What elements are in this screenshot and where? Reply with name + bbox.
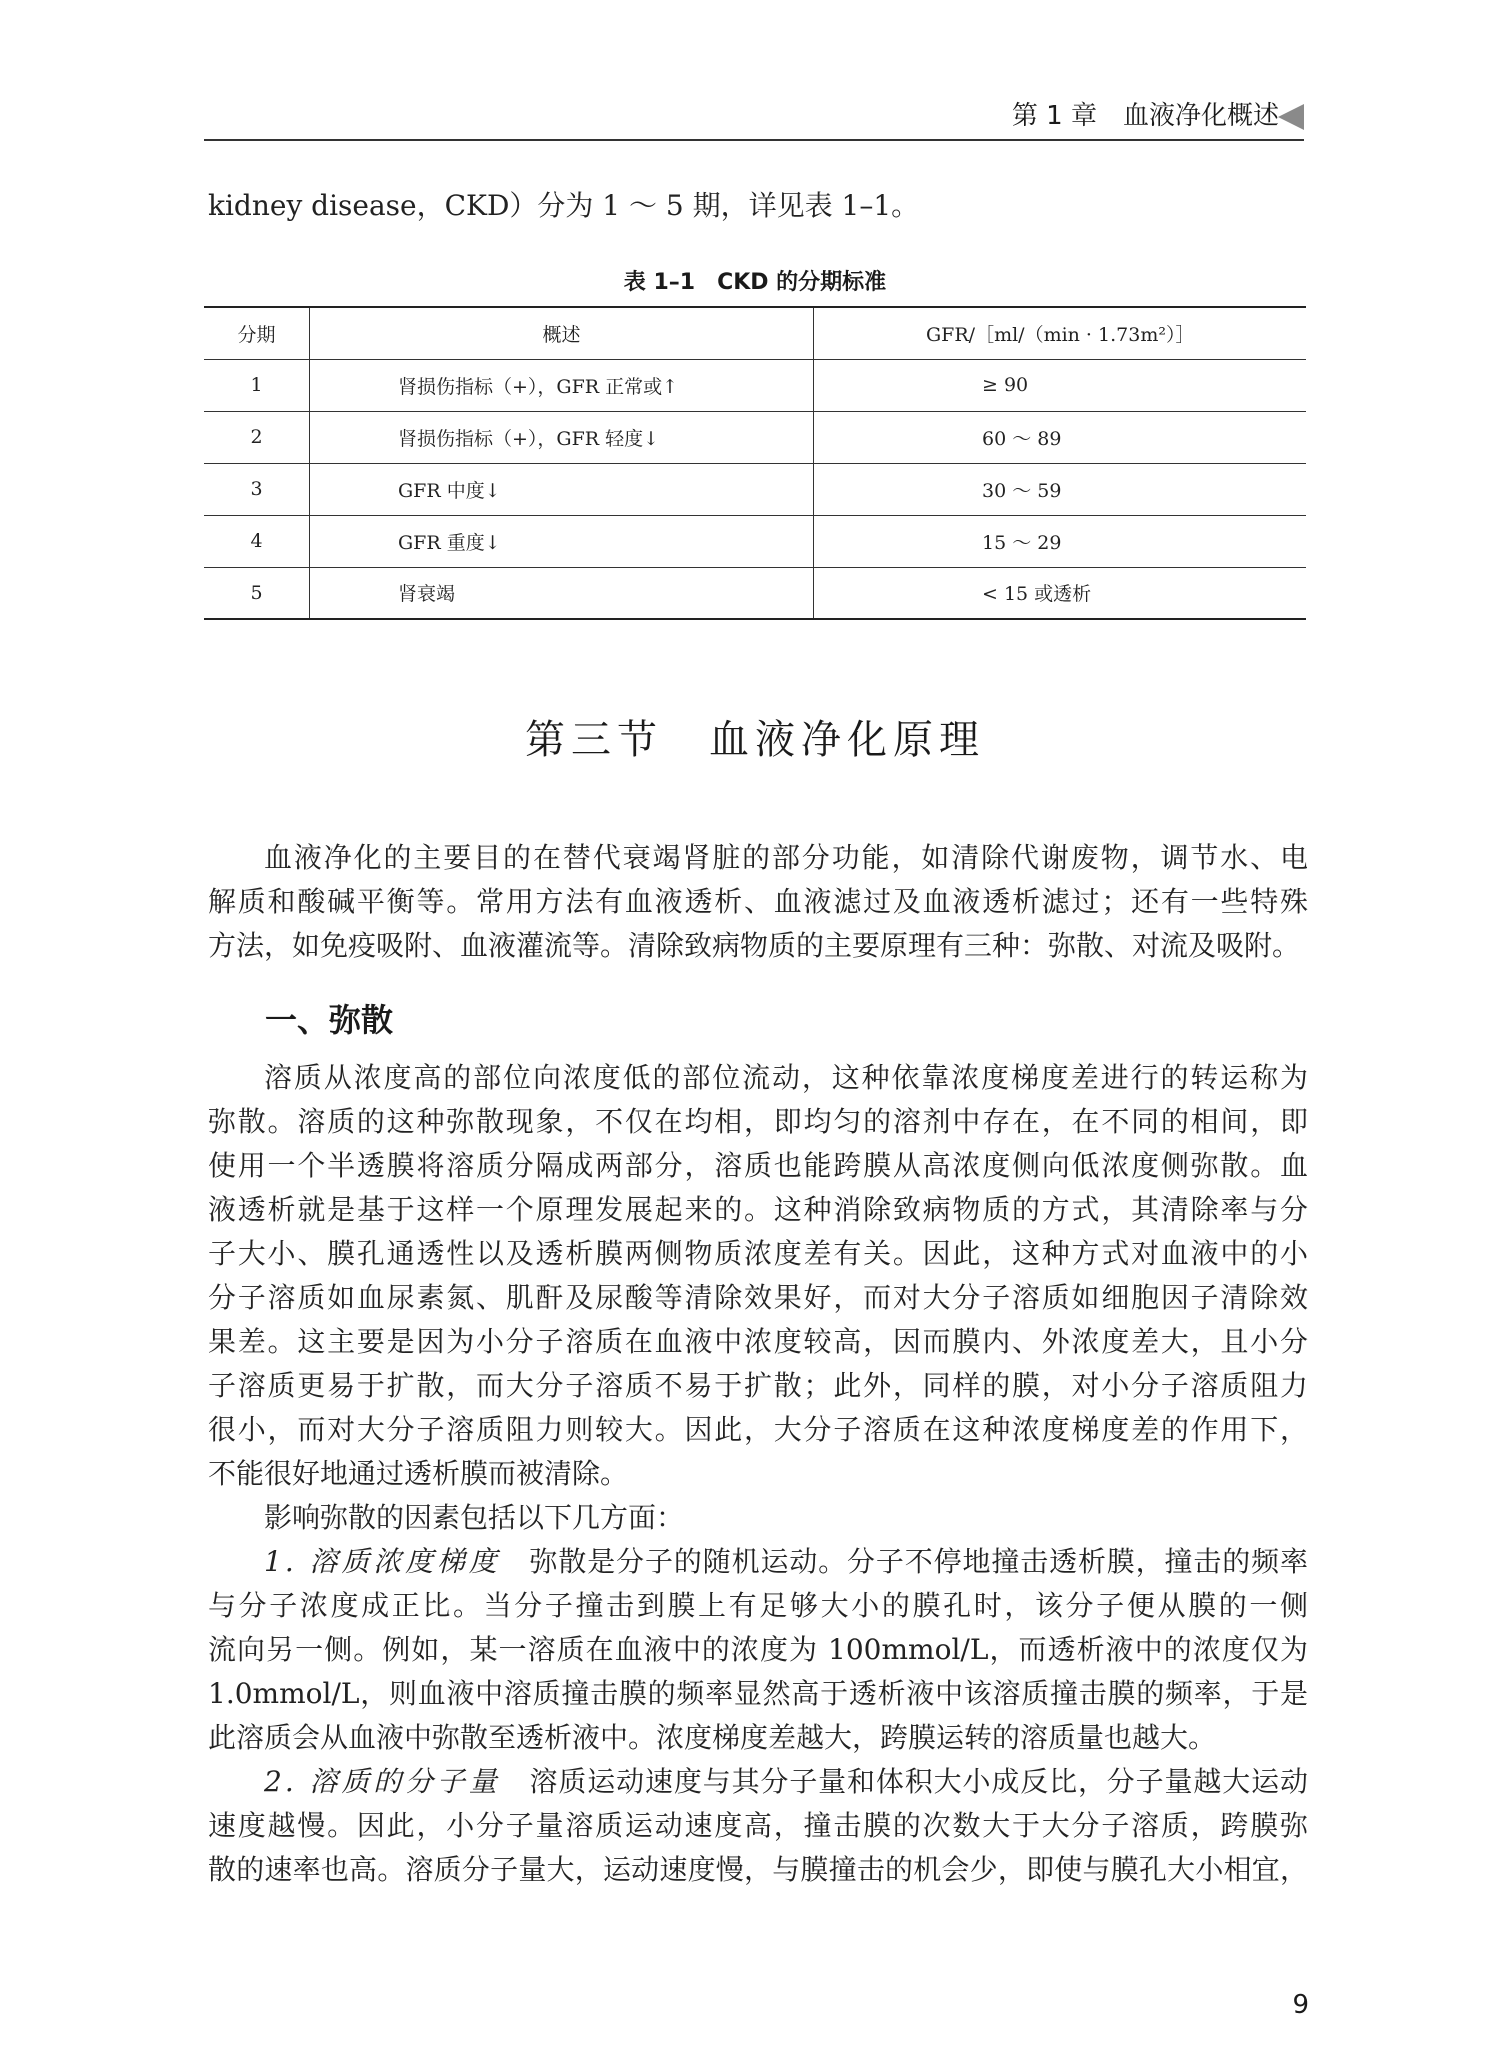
paragraph-1-line: 方法，如免疫吸附、血液灌流等。清除致病物质的主要原理有三种：弥散、对流及吸附。: [208, 929, 1301, 962]
header-rule: [204, 139, 1304, 141]
item-2-first-text: 溶质运动速度与其分子量和体积大小成反比，分子量越大运动: [529, 1765, 1308, 1798]
item-1-line: 1.0mmol/L，则血液中溶质撞击膜的频率显然高于透析液中该溶质撞击膜的频率，于是: [208, 1677, 1308, 1710]
table-cell-overview: 肾衰竭: [310, 567, 814, 619]
table-header-stage: 分期: [204, 307, 310, 359]
table-cell-overview: GFR 重度↓: [310, 515, 814, 567]
table-cell-gfr: 30 ～ 59: [814, 463, 1307, 515]
header-triangle-icon: [1278, 104, 1304, 130]
table-cell-gfr: < 15 或透析: [814, 567, 1307, 619]
item-1-line: 此溶质会从血液中弥散至透析液中。浓度梯度差越大，跨膜运转的溶质量也越大。: [208, 1721, 1217, 1754]
paragraph-1-line: 血液净化的主要目的在替代衰竭肾脏的部分功能，如清除代谢废物，调节水、电: [264, 841, 1308, 874]
item-1-heading: 1. 溶质浓度梯度: [264, 1545, 501, 1578]
ckd-staging-table: [204, 306, 1306, 620]
table-cell-overview: GFR 中度↓: [310, 463, 814, 515]
table-row: [204, 359, 1306, 411]
paragraph-2-line: 弥散。溶质的这种弥散现象，不仅在均相，即均匀的溶剂中存在，在不同的相间，即: [208, 1105, 1308, 1138]
intro-text: kidney disease，CKD）分为 1 ～ 5 期，详见表 1–1。: [208, 189, 920, 222]
paragraph-2-line: 分子溶质如血尿素氮、肌酐及尿酸等清除效果好，而对大分子溶质如细胞因子清除效: [208, 1281, 1308, 1314]
item-1-first-text: 弥散是分子的随机运动。分子不停地撞击透析膜，撞击的频率: [529, 1545, 1308, 1578]
paragraph-3: 影响弥散的因素包括以下几方面：: [264, 1501, 685, 1534]
item-2-line: 散的速率也高。溶质分子量大，运动速度慢，与膜撞击的机会少，即使与膜孔大小相宜，: [208, 1853, 1308, 1886]
paragraph-2-line: 不能很好地通过透析膜而被清除。: [208, 1457, 629, 1490]
item-2-line: 速度越慢。因此，小分子量溶质运动速度高，撞击膜的次数大于大分子溶质，跨膜弥: [208, 1809, 1308, 1842]
paragraph-1-line: 解质和酸碱平衡等。常用方法有血液透析、血液滤过及血液透析滤过；还有一些特殊: [208, 885, 1308, 918]
item-2-heading: 2. 溶质的分子量: [264, 1765, 501, 1798]
table-cell-stage: 3: [204, 463, 310, 515]
paragraph-2-line: 使用一个半透膜将溶质分隔成两部分，溶质也能跨膜从高浓度侧向低浓度侧弥散。血: [208, 1149, 1308, 1182]
paragraph-2-line: 溶质从浓度高的部位向浓度低的部位流动，这种依靠浓度梯度差进行的转运称为: [264, 1061, 1308, 1094]
table-cell-gfr: ≥ 90: [814, 359, 1307, 411]
section-title: 第三节 血液净化原理: [525, 717, 985, 763]
table-row: [204, 411, 1306, 463]
table-cell-stage: 4: [204, 515, 310, 567]
item-1-first-line: [264, 1540, 1308, 1584]
item-1-line: 与分子浓度成正比。当分子撞击到膜上有足够大小的膜孔时，该分子便从膜的一侧: [208, 1589, 1308, 1622]
table-cell-gfr: 15 ～ 29: [814, 515, 1307, 567]
table-header-gfr: GFR/［ml/（min · 1.73m²）］: [814, 307, 1307, 359]
table-row: [204, 515, 1306, 567]
paragraph-2-line: 果差。这主要是因为小分子溶质在血液中浓度较高，因而膜内、外浓度差大，且小分: [208, 1325, 1308, 1358]
table-header-overview: 概述: [310, 307, 814, 359]
table-caption: 表 1–1 CKD 的分期标准: [623, 270, 887, 295]
table-cell-stage: 2: [204, 411, 310, 463]
table-cell-overview: 肾损伤指标（+），GFR 正常或↑: [310, 359, 814, 411]
table-row: [204, 567, 1306, 619]
table-header-row: [204, 307, 1306, 359]
table-row: [204, 463, 1306, 515]
paragraph-2-line: 子溶质更易于扩散，而大分子溶质不易于扩散；此外，同样的膜，对小分子溶质阻力: [208, 1369, 1308, 1402]
page-number: 9: [1292, 1990, 1309, 2020]
table-cell-gfr: 60 ～ 89: [814, 411, 1307, 463]
paragraph-2-line: 子大小、膜孔通透性以及透析膜两侧物质浓度差有关。因此，这种方式对血液中的小: [208, 1237, 1308, 1270]
paragraph-2-line: 液透析就是基于这样一个原理发展起来的。这种消除致病物质的方式，其清除率与分: [208, 1193, 1308, 1226]
item-2-first-line: [264, 1760, 1308, 1804]
paragraph-2-line: 很小，而对大分子溶质阻力则较大。因此，大分子溶质在这种浓度梯度差的作用下，: [208, 1413, 1308, 1446]
table-cell-stage: 1: [204, 359, 310, 411]
table-cell-overview: 肾损伤指标（+），GFR 轻度↓: [310, 411, 814, 463]
subsection-title: 一、弥散: [265, 1001, 394, 1039]
running-header-chapter: 第 1 章 血液净化概述: [1011, 101, 1279, 131]
table-cell-stage: 5: [204, 567, 310, 619]
item-1-line: 流向另一侧。例如，某一溶质在血液中的浓度为 100mmol/L，而透析液中的浓度仅为: [208, 1633, 1308, 1666]
